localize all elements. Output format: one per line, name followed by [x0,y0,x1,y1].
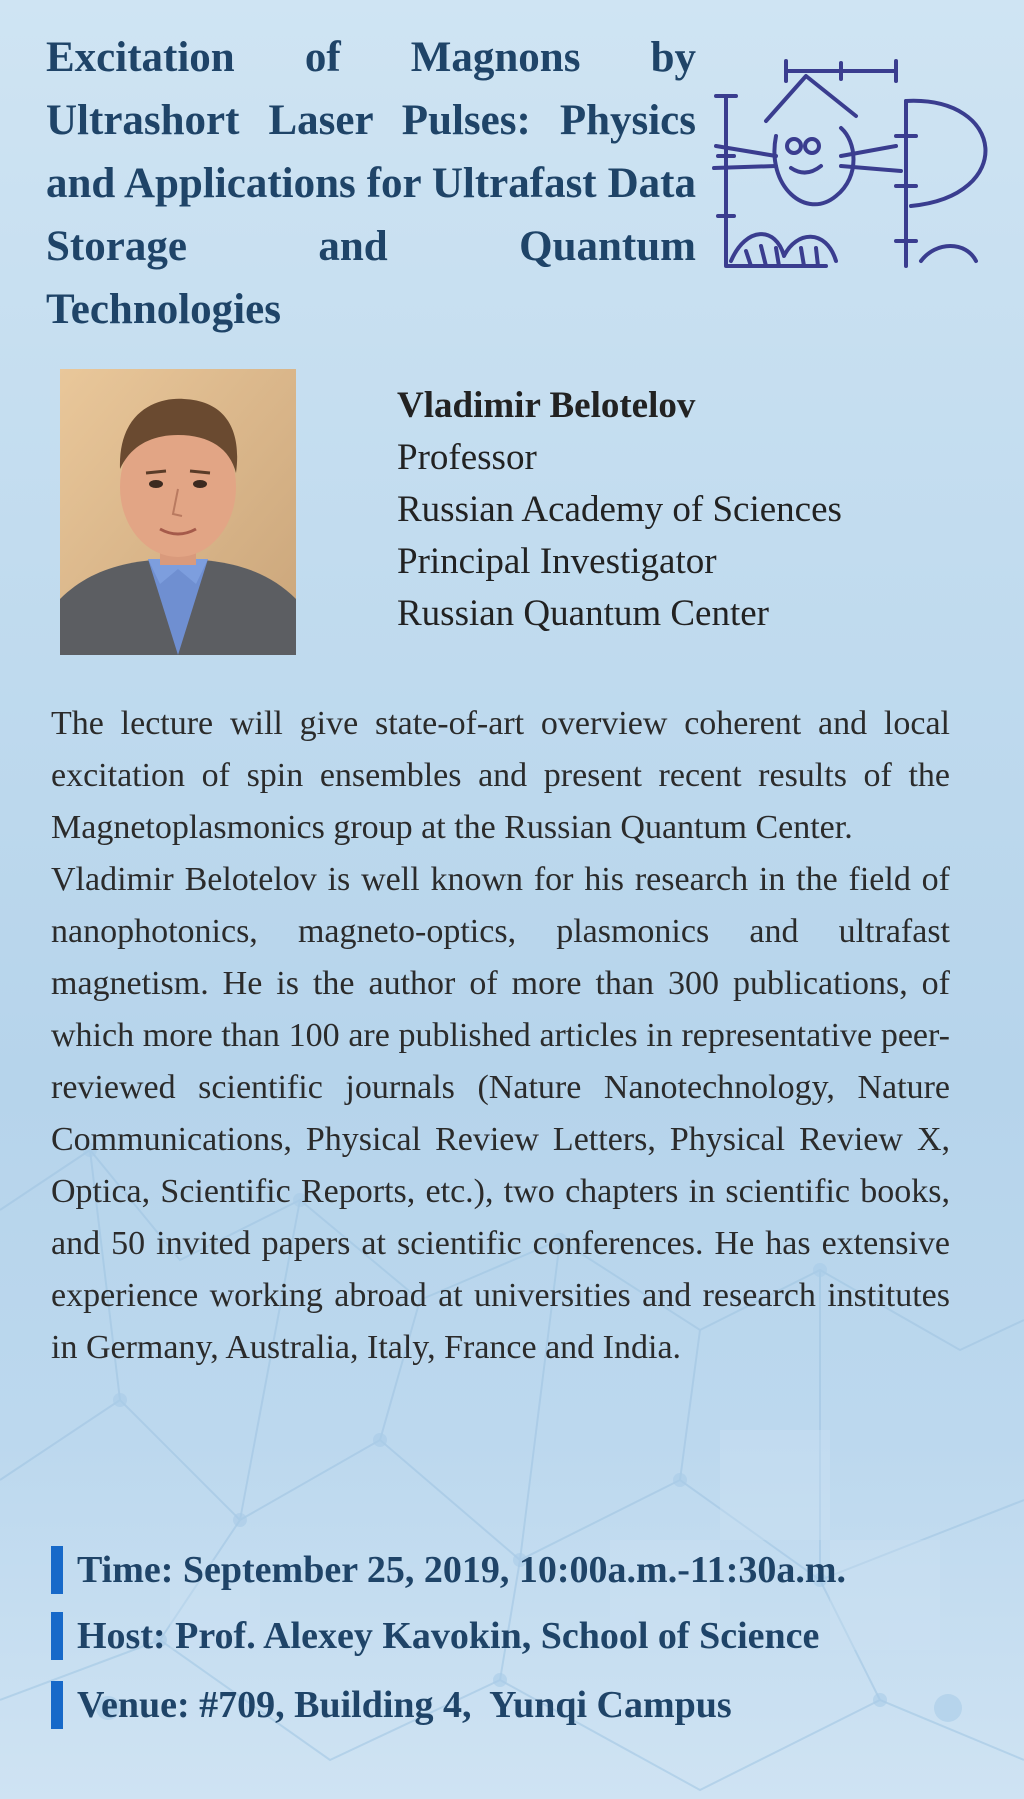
accent-bar [51,1546,63,1594]
host-text: Host: Prof. Alexey Kavokin, School of Science [77,1615,820,1657]
accent-bar [51,1681,63,1729]
host-row [51,1611,819,1661]
speaker-portrait [60,369,296,655]
time-row [51,1545,846,1595]
accent-bar [51,1612,63,1660]
time-text: Time: September 25, 2019, 10:00a.m.-11:30a.m. [77,1549,847,1591]
speaker-affiliation-1: Russian Academy of Sciences [397,489,842,530]
bio-paragraph: Vladimir Belotelov is well known for his research in the field of nanophotonics, magneto-optics, plasmonics and ultrafast magnetism. He is the author of more than 300 publications, of which more than 100 are published articles in representative peer-reviewed scientific journals (Nature Nanotechnology, Nature Communications, Physical Review Letters, Physical Review X, Optica, Scientific Reports, etc.), two chapters in scientific books, and 50 invited papers at scientific conferences. He has extensive experience working abroad at universities and research institutes in Germany, Australia, Italy, France and India. [51,861,950,1366]
venue-row [51,1680,732,1730]
speaker-affiliation-2: Russian Quantum Center [397,593,770,634]
lecture-title: Excitation of Magnons by Ultrashort Laser Pulses: Physics and Applications for Ultrafast Data Storage and Quantum Technologies [46,34,696,333]
lecture-description [51,698,950,1374]
speaker-title-pi: Principal Investigator [397,541,717,582]
speaker-title-professor: Professor [397,437,537,478]
venue-text: Venue: #709, Building 4, Yunqi Campus [77,1684,732,1726]
speaker-name: Vladimir Belotelov [397,385,696,426]
abstract-paragraph: The lecture will give state-of-art overview coherent and local excitation of spin ensembles and present recent results of the Magnetoplasmonics group at the Russian Quantum Center. [51,705,950,846]
lsp-cat-logo [706,56,1022,284]
speaker-info [397,380,997,640]
